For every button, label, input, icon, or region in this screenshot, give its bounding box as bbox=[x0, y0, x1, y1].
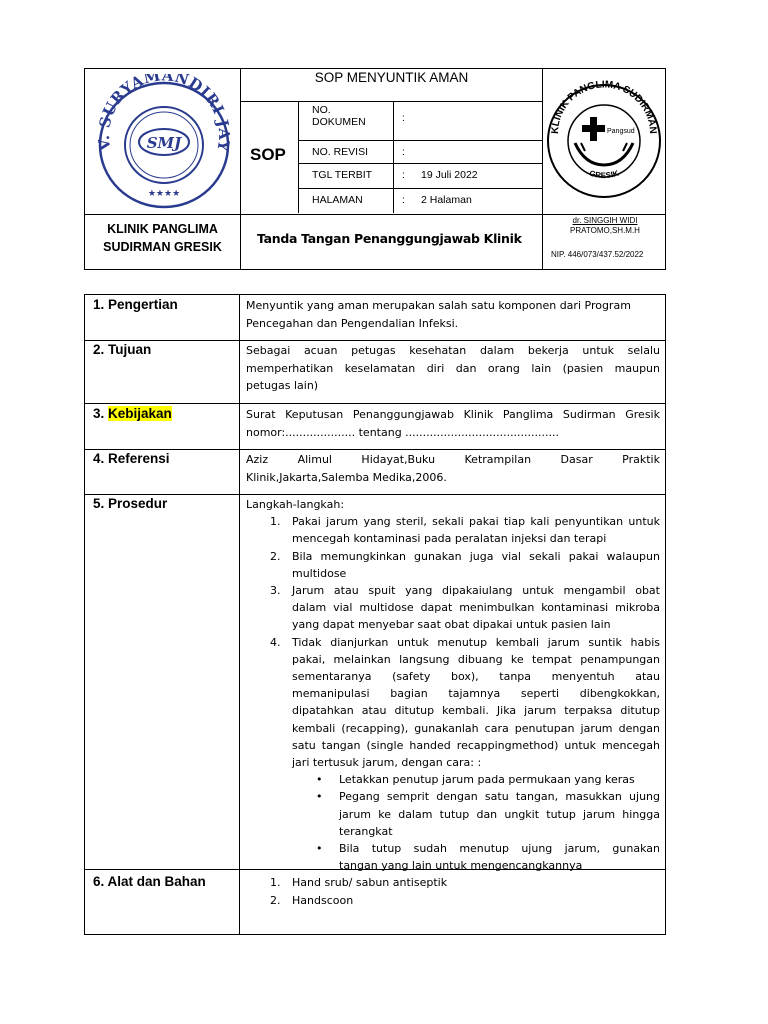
svg-text:★★★★: ★★★★ bbox=[147, 189, 181, 199]
field-label-halaman: HALAMAN bbox=[312, 194, 363, 206]
section-label-pengertian: 1. Pengertian bbox=[93, 297, 178, 312]
divider bbox=[85, 340, 665, 341]
field-label-no-revisi: NO. REVISI bbox=[312, 146, 369, 158]
list-item: 2. Handscoon bbox=[270, 893, 354, 907]
field-colon: : bbox=[402, 146, 405, 158]
svg-text:GRESIK: GRESIK bbox=[588, 168, 620, 181]
clinic-name: KLINIK PANGLIMA SUDIRMAN GRESIK bbox=[103, 222, 222, 254]
bullet-item: • Pegang semprit dengan satu tangan, masukkan ujung jarum ke dalam tutup dan ungkit tutup jarum hingga terangkat bbox=[316, 790, 660, 838]
field-value-tgl-terbit: 19 Juli 2022 bbox=[421, 169, 478, 181]
section-content-referensi: Aziz Alimul Hidayat,Buku Ketrampilan Dasar Praktik Klinik,Jakarta,Salemba Medika,2006. bbox=[246, 453, 660, 484]
list-item: 1. Hand srub/ sabun antiseptik bbox=[270, 876, 448, 889]
field-colon: : bbox=[402, 112, 405, 124]
svg-text:Pangsud: Pangsud bbox=[607, 128, 635, 135]
field-colon: : bbox=[402, 194, 405, 206]
svg-text:KLINIK PANGLIMA SUDIRMAN: KLINIK PANGLIMA SUDIRMAN bbox=[549, 79, 659, 135]
section-label-alat: 6. Alat dan Bahan bbox=[93, 874, 206, 889]
divider bbox=[85, 214, 666, 215]
section-content-kebijakan: Surat Keputusan Penanggungjawab Klinik Panglima Sudirman Gresik nomor:.................... tentang ............................................ bbox=[246, 408, 660, 439]
bullet-item: • Letakkan penutup jarum pada permukaan yang keras bbox=[316, 773, 635, 787]
bullet-item: • Bila tutup sudah menutup ujung jarum, gunakan tangan yang lain untuk mengencangkannya bbox=[316, 842, 660, 873]
sop-label: SOP bbox=[250, 145, 286, 164]
prosedur-intro: Langkah-langkah: bbox=[246, 498, 345, 511]
section-content-pengertian: Menyuntik yang aman merupakan salah satu komponen dari Program Pencegahan dan Pengendalian Infeksi. bbox=[246, 299, 631, 330]
field-value-halaman: 2 Halaman bbox=[421, 194, 472, 206]
clinic-logo bbox=[545, 73, 663, 211]
section-content-alat bbox=[246, 874, 660, 909]
divider bbox=[298, 163, 542, 164]
field-label-tgl-terbit: TGL TERBIT bbox=[312, 169, 373, 181]
svg-text:SMJ: SMJ bbox=[146, 134, 182, 152]
divider bbox=[298, 188, 542, 189]
divider bbox=[393, 101, 394, 213]
signer-name: dr. SINGGIH WIDI PRATOMO,SH.M.H bbox=[570, 216, 640, 235]
highlighted-label: Kebijakan bbox=[108, 406, 172, 421]
divider bbox=[85, 403, 665, 404]
list-item: 1. Pakai jarum yang steril, sekali pakai tiap kali penyuntikan untuk mencegah kontaminasi pada peralatan injeksi dan terapi bbox=[270, 515, 660, 546]
list-item: 4. Tidak dianjurkan untuk menutup kembali jarum suntik habis pakai, melainkan langsung dibuang ke tempat penampungan sementaranya (safety box), tanpa menyentuh atau memanipulasi bagian tajamnya seperti dibengkokkan, dipatahkan atau ditutup kembali. Jika jarum terpaksa ditutup kembali (recapping), gunakanlah cara penutupan jarum dengan satu tangan (single handed recappingmethod) untuk mencegah jari tertusuk jarum, dengan cara: : bbox=[270, 635, 660, 770]
section-content-prosedur bbox=[246, 496, 660, 874]
list-item: 2. Bila memungkinkan gunakan juga vial sekali pakai walaupun multidose bbox=[270, 549, 660, 580]
divider bbox=[298, 101, 299, 213]
signature-caption: Tanda Tangan Penanggungjawab Klinik bbox=[257, 231, 522, 246]
section-label-kebijakan: 3. Kebijakan bbox=[93, 406, 172, 421]
divider bbox=[239, 295, 240, 934]
section-label-referensi: 4. Referensi bbox=[93, 451, 170, 466]
list-item: 3. Jarum atau spuit yang dipakaiulang untuk mengambil obat dalam vial multidose dapat menimbulkan kontaminasi mikroba yang dapat menyebar saat obat dipakai untuk pasien lain bbox=[270, 584, 660, 632]
divider bbox=[85, 494, 665, 495]
divider bbox=[240, 101, 542, 102]
company-logo bbox=[88, 74, 238, 212]
divider bbox=[298, 140, 542, 141]
signer-nip: NIP. 446/073/437.52/2022 bbox=[551, 250, 644, 259]
section-label-tujuan: 2. Tujuan bbox=[93, 342, 152, 357]
divider bbox=[542, 69, 543, 269]
header-table bbox=[84, 68, 666, 270]
procedure-table bbox=[84, 294, 666, 935]
svg-text:CV. SURYAMANDIRI JAYA: V. SURYAMANDIRI JAY bbox=[94, 74, 234, 153]
section-content-tujuan: Sebagai acuan petugas kesehatan dalam bekerja untuk selalu memperhatikan keselamatan diri dan orang lain (pasien maupun petugas lain) bbox=[246, 344, 660, 392]
document-title: SOP MENYUNTIK AMAN bbox=[314, 70, 469, 85]
field-label-no-dokumen: NO. DOKUMEN bbox=[312, 104, 366, 128]
field-colon: : bbox=[402, 169, 405, 181]
divider bbox=[85, 449, 665, 450]
section-label-prosedur: 5. Prosedur bbox=[93, 496, 168, 511]
